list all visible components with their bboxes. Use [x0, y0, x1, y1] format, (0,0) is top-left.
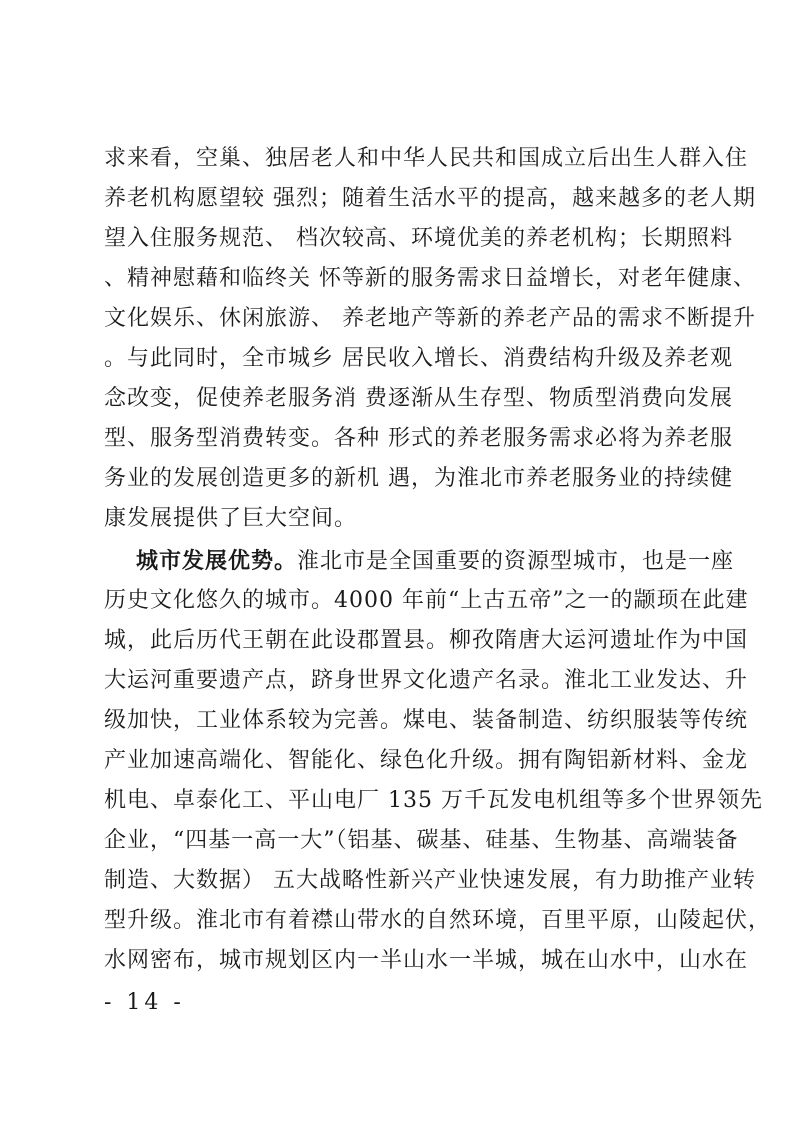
paragraph-elderly-demand	[104, 139, 756, 539]
text-line: 文化娱乐、休闲旅游、 养老地产等新的养老产品的需求不断提升	[104, 306, 756, 331]
text-line: 求来看，空巢、独居老人和中华人民共和国成立后出生人群入住	[104, 146, 749, 171]
section-heading: 城市发展优势。	[136, 548, 298, 574]
page-number: - 14 -	[104, 990, 185, 1015]
text-line: 大运河重要遗产点，跻身世界文化遗产名录。淮北工业发达、升	[104, 668, 749, 693]
paragraph-city-advantage	[104, 541, 772, 981]
text-line: 念改变，促使养老服务消 费逐渐从生存型、物质型消费向发展	[104, 386, 733, 411]
text-line: 产业加速高端化、智能化、绿色化升级。拥有陶铝新材料、金龙	[104, 748, 749, 773]
text-line: 、精神慰藉和临终关 怀等新的服务需求日益增长，对老年健康、	[104, 266, 756, 291]
text-line: 企业，“四基一高一大”（铝基、碳基、硅基、生物基、高端装备	[104, 828, 739, 853]
text-line: 望入住服务规范、 档次较高、环境优美的养老机构；长期照料	[104, 226, 733, 251]
text-line: 。与此同时，全市城乡 居民收入增长、消费结构升级及养老观	[104, 346, 733, 371]
text-line: 务业的发展创造更多的新机 遇，为淮北市养老服务业的持续健	[104, 466, 733, 491]
text-line: 康发展提供了巨大空间。	[104, 506, 358, 531]
text-line: 历史文化悠久的城市。4000 年前“上古五帝”之一的颛顼在此建	[104, 588, 749, 613]
text-line: 水网密布，城市规划区内一半山水一半城，城在山水中，山水在	[104, 948, 749, 973]
text-run: 淮北市是全国重要的资源型城市，也是一座	[297, 549, 735, 574]
text-line: 制造、大数据） 五大战略性新兴产业快速发展，有力助推产业转	[104, 868, 756, 893]
text-line: 城，此后历代王朝在此设郡置县。柳孜隋唐大运河遗址作为中国	[104, 628, 749, 653]
text-line: 机电、卓泰化工、平山电厂 135 万千瓦发电机组等多个世界领先	[104, 788, 763, 813]
text-line-first	[104, 541, 735, 581]
text-line: 型、服务型消费转变。各种 形式的养老服务需求必将为养老服	[104, 426, 733, 451]
text-line: 养老机构愿望较 强烈；随着生活水平的提高，越来越多的老人期	[104, 186, 756, 211]
text-line: 型升级。淮北市有着襟山带水的自然环境，百里平原，山陵起伏，	[104, 908, 772, 933]
body-text	[104, 139, 772, 981]
text-line: 级加快，工业体系较为完善。煤电、装备制造、纺织服装等传统	[104, 708, 749, 733]
